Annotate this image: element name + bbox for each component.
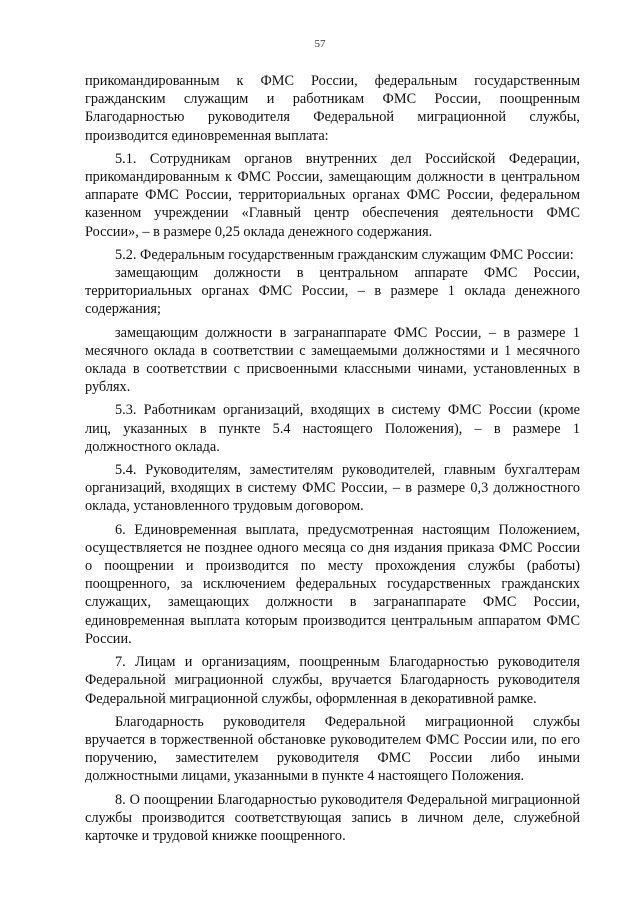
paragraph-5-2-abroad: замещающим должности в загранаппарате ФМС России, – в размере 1 месячного оклада в соответствии с замещаемыми должностями и 1 месячного оклада в соответствии с присвоенными классными чинами, установленных в рублях. <box>85 324 580 396</box>
paragraph-5-3: 5.3. Работникам организаций, входящих в систему ФМС России (кроме лиц, указанных в пункте 5.4 настоящего Положения), – в размере 1 должностного оклада. <box>85 402 580 455</box>
page-number: 57 <box>314 38 326 50</box>
paragraph-5-1: 5.1. Сотрудникам органов внутренних дел Российской Федерации, прикомандированным к ФМС России, замещающим должности в центральном аппарате ФМС России, территориальных органах ФМС России, федеральном казенном учреждении «Главный центр обеспечения деятельности ФМС России», – в размере 0,25 оклада денежного содержания. <box>85 150 580 240</box>
paragraph-5-4: 5.4. Руководителям, заместителям руководителей, главным бухгалтерам организаций, входящих в систему ФМС России, – в размере 0,3 должностного оклада, установленного трудовым договором. <box>85 462 580 515</box>
paragraph-5-2-central: замещающим должности в центральном аппарате ФМС России, территориальных органах ФМС России, – в размере 1 оклада денежного содержания; <box>85 265 580 318</box>
paragraph-7-presentation: Благодарность руководителя Федеральной миграционной службы вручается в торжественной обстановке руководителем ФМС России или, по его поручению, заместителем руководителя ФМС России либо иными должностными лицами, указанными в пункте 4 настоящего Положения. <box>85 713 580 785</box>
document-body <box>85 72 580 850</box>
paragraph-8: 8. О поощрении Благодарностью руководителя Федеральной миграционной службы производится соответствующая запись в личном деле, служебной карточке и трудовой книжке поощренного. <box>85 791 580 844</box>
paragraph-intro-continuation: прикомандированным к ФМС России, федеральным государственным гражданским служащим и работникам ФМС России, поощренным Благодарностью руководителя Федеральной миграционной службы, производится единовременная выплата: <box>85 73 580 144</box>
paragraph-5-2: 5.2. Федеральным государственным гражданским служащим ФМС России: <box>115 246 574 263</box>
paragraph-7: 7. Лицам и организациям, поощренным Благодарностью руководителя Федеральной миграционной службы, вручается Благодарность руководителя Федеральной миграционной службы, оформленная в декоративной рамке. <box>85 654 580 707</box>
paragraph-6: 6. Единовременная выплата, предусмотренная настоящим Положением, осуществляется не позднее одного месяца со дня издания приказа ФМС России о поощрении и производится по месту прохождения службы (работы) поощренного, за исключением федеральных государственных гражданских служащих, замещающих должности в загранаппарате ФМС России, единовременная выплата которым производится центральным аппаратом ФМС России. <box>85 521 580 647</box>
